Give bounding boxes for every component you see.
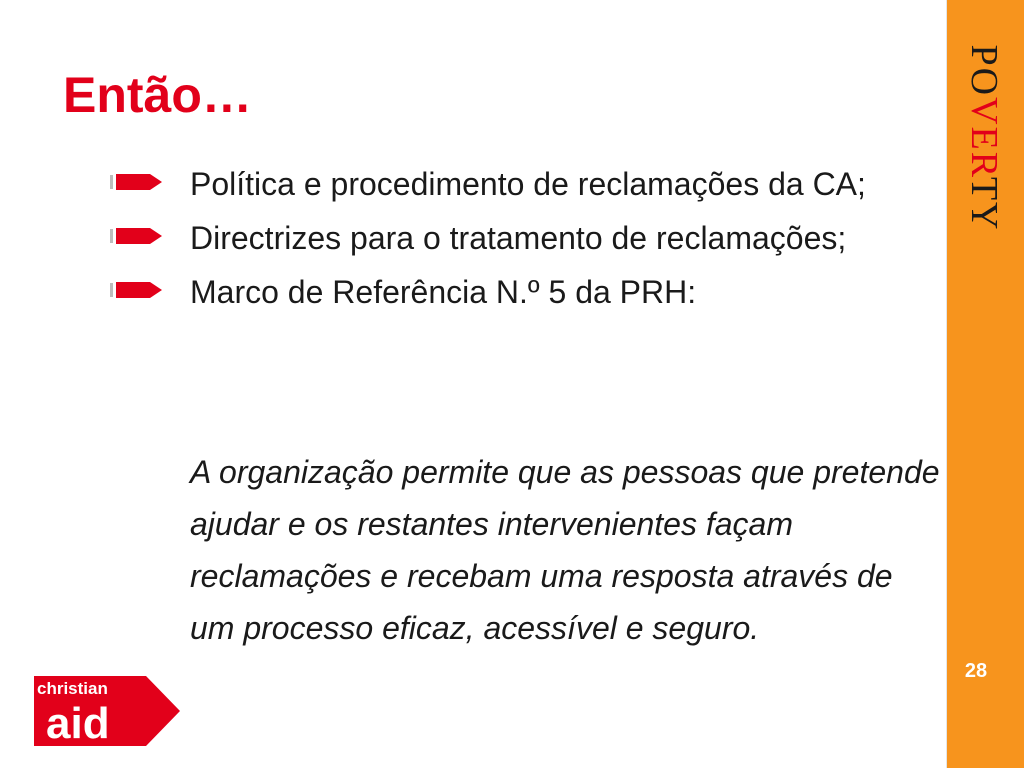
svg-text:christian: christian (37, 679, 108, 698)
bullet-text: Política e procedimento de reclamações da CA; (190, 166, 866, 202)
arrow-bullet-icon (110, 280, 164, 300)
poverty-wordmark: POVERTY (963, 44, 1005, 232)
arrow-bullet-icon (110, 226, 164, 246)
bullet-item (110, 214, 940, 262)
bullet-text: Marco de Referência N.º 5 da PRH: (190, 274, 697, 310)
bullet-item (110, 268, 940, 316)
bullet-item (110, 160, 940, 208)
christian-aid-logo (34, 676, 180, 746)
bullet-list (110, 160, 940, 322)
quote-text: A organização permite que as pessoas que pretende ajudar e os restantes intervenientes façam reclamações e recebam uma resposta através de um processo eficaz, acessível e seguro. (190, 454, 940, 646)
bullet-text: Directrizes para o tratamento de reclamações; (190, 220, 847, 256)
svg-text:aid: aid (46, 699, 110, 746)
page-number: 28 (964, 660, 988, 682)
arrow-bullet-icon (110, 172, 164, 192)
slide-title: Então… (63, 67, 252, 123)
